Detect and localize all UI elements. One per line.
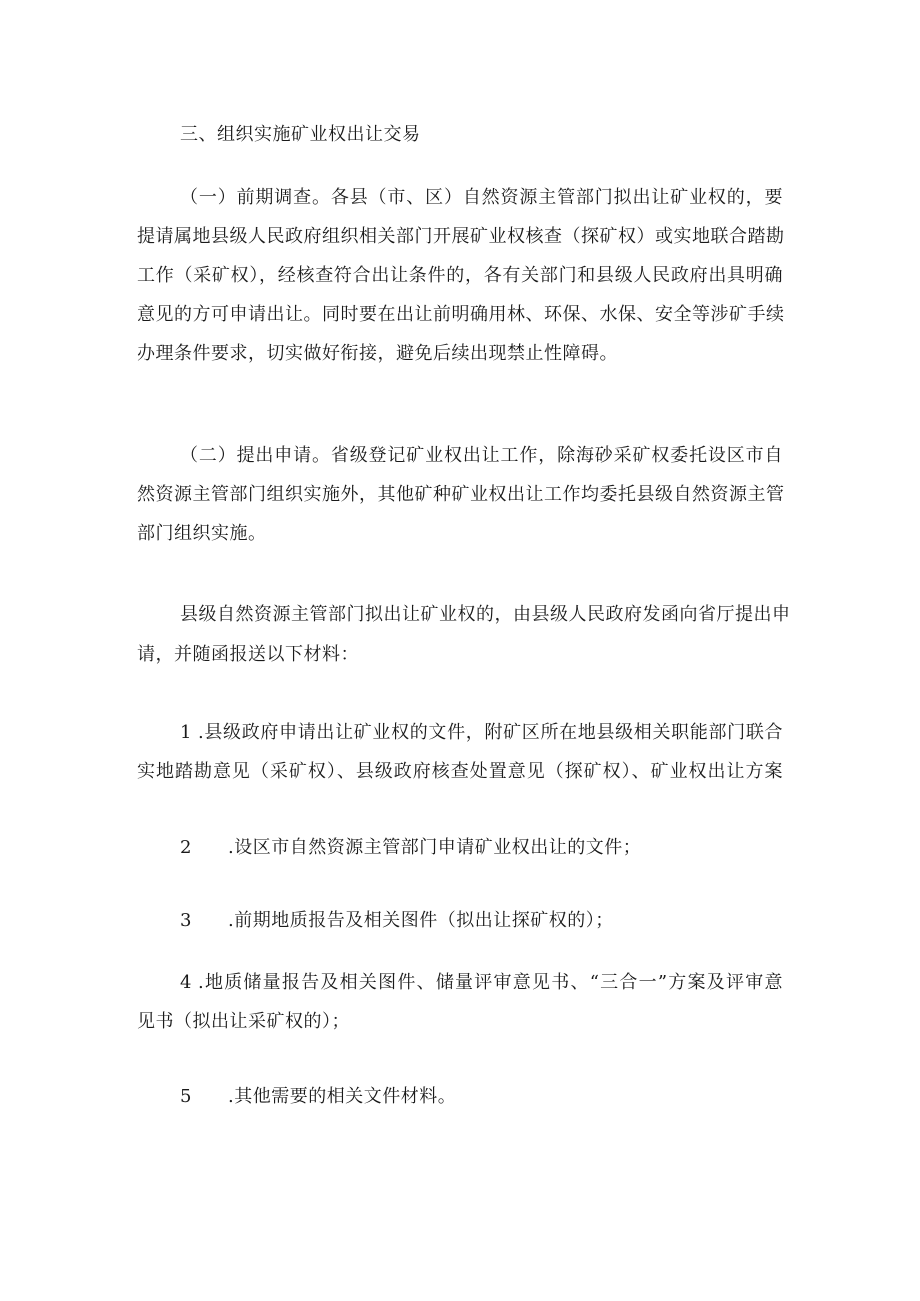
list-item-number: 5 [180,1086,192,1107]
list-item-text: .设区市自然资源主管部门申请矿业权出让的文件； [228,837,642,858]
paragraph-line: 办理条件要求，切实做好衔接，避免后续出现禁止性障碍。 [137,343,618,364]
list-item-text: .县级政府申请出让矿业权的文件，附矿区所在地县级相关职能部门联合 [198,722,783,743]
paragraph-line: 县级自然资源主管部门拟出让矿业权的，由县级人民政府发函向省厅提出申 [180,604,791,625]
paragraph-line: （一）前期调查。各县（市、区）自然资源主管部门拟出让矿业权的，要 [180,187,783,208]
paragraph-line: （二）提出申请。省级登记矿业权出让工作，除海砂采矿权委托设区市自 [180,445,783,466]
paragraph-line: 请，并随函报送以下材料： [137,644,359,665]
list-item-text: .前期地质报告及相关图件（拟出让探矿权的）； [228,910,614,931]
paragraph-line: 意见的方可申请出让。同时要在出让前明确用林、环保、水保、安全等涉矿手续 [137,304,785,325]
list-item-number: 3 [180,910,192,931]
list-item-text: 实地踏勘意见（采矿权）、县级政府核查处置意见（探矿权）、矿业权出让方案 [137,761,783,782]
section-heading: 三、组织实施矿业权出让交易 [180,124,421,145]
paragraph-line: 部门组织实施。 [137,523,267,544]
paragraph-line: 提请属地县级人民政府组织相关部门开展矿业权核查（探矿权）或实地联合踏勘 [137,226,785,247]
list-item-number: 4 [180,972,192,993]
paragraph-line: 然资源主管部门组织实施外，其他矿种矿业权出让工作均委托县级自然资源主管 [137,484,785,505]
list-item-text: .地质储量报告及相关图件、储量评审意见书、“三合一”方案及评审意 [198,972,783,993]
list-item-text: 见书（拟出让采矿权的）； [137,1011,350,1032]
paragraph-line: 工作（采矿权），经核查符合出让条件的，各有关部门和县级人民政府出具明确 [137,265,783,286]
list-item-number: 1 [180,722,192,743]
list-item-text: .其他需要的相关文件材料。 [228,1086,457,1107]
list-item-number: 2 [180,837,192,858]
